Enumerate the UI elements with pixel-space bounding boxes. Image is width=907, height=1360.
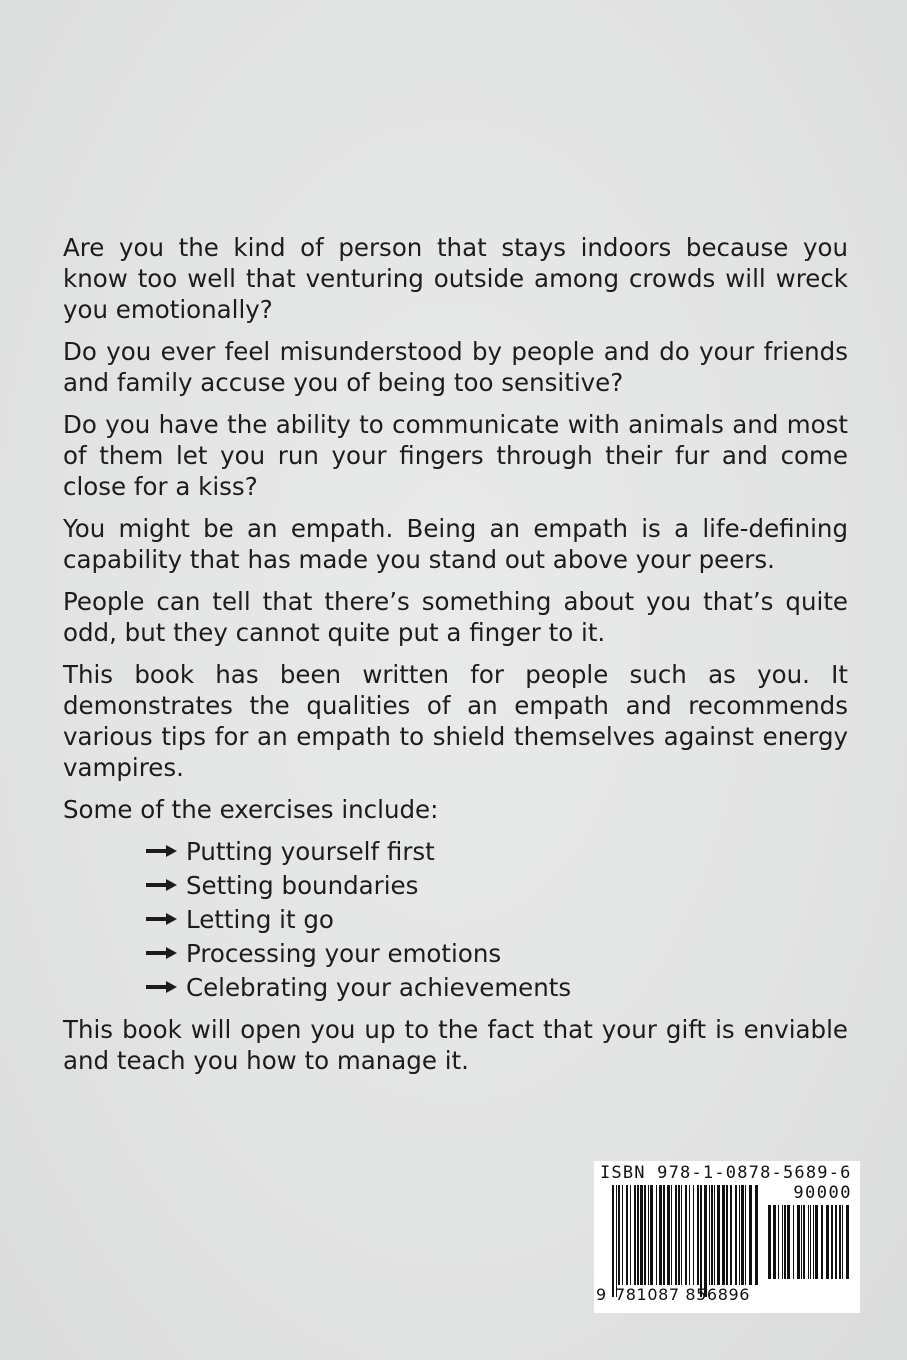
list-item-label: Processing your emotions — [186, 938, 502, 968]
barcode-bar — [808, 1205, 809, 1279]
barcode-bar — [678, 1185, 680, 1285]
barcode-bar — [846, 1205, 849, 1279]
list-item-label: Letting it go — [186, 904, 334, 934]
blurb-paragraph-4: You might be an empath. Being an empath is a life-defining capability that has made you stand out above your peers. — [63, 514, 848, 574]
exercise-list — [63, 834, 848, 1004]
barcode-bar — [768, 1205, 771, 1279]
barcode-bar — [717, 1185, 720, 1285]
barcode-bar — [826, 1205, 829, 1279]
barcode-bar — [675, 1185, 677, 1285]
barcode-bar — [697, 1185, 699, 1285]
barcode-bar — [815, 1205, 818, 1279]
barcode-bar — [714, 1185, 715, 1285]
barcode-bar — [793, 1205, 794, 1279]
list-item — [146, 868, 848, 902]
barcode-bar — [689, 1185, 690, 1285]
barcode-bar — [835, 1205, 837, 1279]
blurb-paragraph-6: This book has been written for people such as you. It demonstrates the qualities of an empath and recommends various tips for an empath to shield themselves against energy vampires. — [63, 660, 848, 782]
list-item-label: Putting yourself first — [186, 836, 435, 866]
barcode-bar — [839, 1205, 841, 1279]
barcode-bars — [612, 1185, 762, 1297]
barcode-bar — [745, 1185, 746, 1285]
blurb-text — [63, 232, 848, 1087]
barcode-bar — [741, 1185, 744, 1285]
arrow-right-icon — [146, 912, 178, 926]
barcode-bar — [803, 1205, 805, 1279]
barcode-bar — [755, 1185, 758, 1285]
barcode-bar — [730, 1185, 732, 1285]
arrow-right-icon — [146, 980, 178, 994]
barcode-bar — [640, 1185, 643, 1285]
barcode-bar — [831, 1205, 833, 1279]
barcode-bar — [709, 1185, 710, 1285]
addon-barcode-bars — [768, 1205, 850, 1291]
barcode-bar — [616, 1185, 617, 1297]
barcode-bar — [700, 1185, 702, 1297]
barcode-bar — [726, 1185, 728, 1285]
exercises-intro: Some of the exercises include: — [63, 795, 439, 824]
barcode-bar — [810, 1205, 811, 1279]
list-item — [146, 970, 848, 1004]
barcode-bar — [773, 1205, 776, 1279]
barcode-bar — [797, 1205, 800, 1279]
blurb-paragraph-2: Do you ever feel misunderstood by people and do your friends and family accuse you of being too sensitive? — [63, 337, 848, 397]
barcode-bar — [722, 1185, 725, 1285]
blurb-paragraph-5: People can tell that there’s something about you that’s quite odd, but they cannot quite put a finger to it. — [63, 587, 848, 647]
barcode-bar — [685, 1185, 687, 1285]
list-item-label: Setting boundaries — [186, 870, 419, 900]
barcode-bar — [656, 1185, 657, 1285]
barcode-bar — [778, 1205, 779, 1279]
list-item — [146, 902, 848, 936]
barcode-bar — [637, 1185, 639, 1285]
barcode-bar — [711, 1185, 713, 1285]
barcode-bar — [787, 1205, 790, 1279]
barcode-bar — [681, 1185, 682, 1285]
barcode-bar — [667, 1185, 670, 1285]
barcode-bar — [622, 1185, 623, 1285]
barcode-bar — [821, 1205, 823, 1279]
barcode-bar — [630, 1185, 631, 1285]
barcode-bar — [782, 1205, 783, 1279]
barcode-bar — [634, 1185, 636, 1285]
barcode-bar — [842, 1205, 843, 1279]
barcode-bar — [749, 1185, 752, 1285]
isbn-barcode — [594, 1161, 860, 1313]
isbn-label: ISBN 978-1-0878-5689-6 — [600, 1163, 852, 1183]
barcode-bar — [735, 1185, 737, 1285]
ean-digits: 781087 856896 — [615, 1285, 751, 1304]
arrow-right-icon — [146, 844, 178, 858]
barcode-bar — [671, 1185, 672, 1285]
barcode-bar — [659, 1185, 662, 1285]
arrow-right-icon — [146, 878, 178, 892]
price-code: 90000 — [793, 1183, 852, 1203]
barcode-bar — [650, 1185, 653, 1285]
barcode-bar — [648, 1185, 649, 1285]
blurb-paragraph-3: Do you have the ability to communicate with animals and most of them let you run your fingers through their fur and come close for a kiss? — [63, 410, 848, 501]
barcode-bar — [784, 1205, 786, 1279]
barcode-bar — [693, 1185, 694, 1285]
barcode-bar — [704, 1185, 707, 1297]
barcode-bar — [612, 1185, 614, 1297]
arrow-right-icon — [146, 946, 178, 960]
barcode-bar — [813, 1205, 814, 1279]
list-item — [146, 936, 848, 970]
ean-first-digit: 9 — [596, 1285, 607, 1304]
barcode-bar — [644, 1185, 646, 1285]
list-item — [146, 834, 848, 868]
barcode-bar — [626, 1185, 628, 1285]
blurb-paragraph-1: Are you the kind of person that stays indoors because you know too well that venturing outside among crowds will wreck you emotionally? — [63, 233, 848, 324]
blurb-closing: This book will open you up to the fact that your gift is enviable and teach you how to manage it. — [63, 1015, 848, 1075]
barcode-bar — [801, 1205, 802, 1279]
barcode-bar — [618, 1185, 620, 1285]
barcode-bar — [739, 1185, 740, 1285]
list-item-label: Celebrating your achievements — [186, 972, 572, 1002]
barcode-bar — [663, 1185, 665, 1285]
